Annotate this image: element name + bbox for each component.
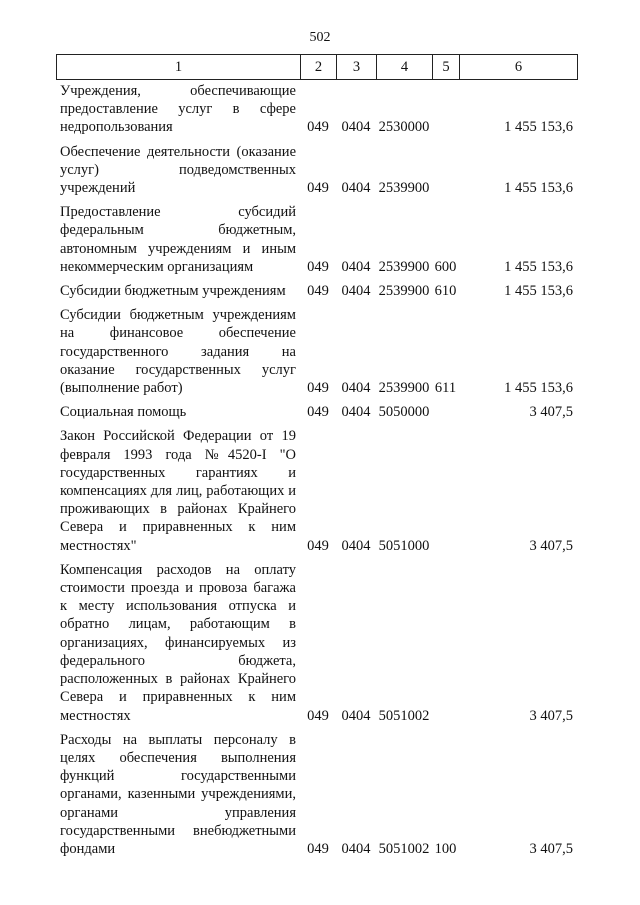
row-expense-type bbox=[432, 403, 459, 427]
row-expense-type bbox=[432, 143, 459, 204]
page-number: 502 bbox=[309, 30, 331, 45]
row-name: Компенсация расходов на оплату стоимости проезда и провоза багажа к месту использования отпуска и обратно лицам, работающим в организациях, финансируемых из федерального бюджета, расположенных в районах Крайнего Севера и приравненных к ним местностях bbox=[60, 561, 296, 724]
column-header-row bbox=[57, 55, 578, 80]
row-target-code: 5051002 bbox=[378, 840, 430, 857]
row-section-code: 0404 bbox=[341, 537, 371, 554]
row-amount: 1 455 153,6 bbox=[504, 283, 573, 300]
row-section-code: 0404 bbox=[341, 404, 371, 421]
row-ministry-code: 049 bbox=[307, 404, 329, 421]
row-section-code: 0404 bbox=[341, 258, 371, 275]
row-expense-type bbox=[432, 82, 459, 143]
row-expense-type: 611 bbox=[434, 380, 457, 397]
row-section-code: 0404 bbox=[341, 283, 371, 300]
row-target-code: 2539900 bbox=[378, 258, 430, 275]
row-name: Социальная помощь bbox=[60, 404, 187, 421]
row-expense-type: 600 bbox=[434, 258, 457, 275]
row-section-code: 0404 bbox=[341, 180, 371, 197]
row-amount: 3 407,5 bbox=[529, 840, 573, 857]
column-header-6: 6 bbox=[460, 55, 578, 80]
column-header-4: 4 bbox=[377, 55, 433, 80]
table-row bbox=[56, 561, 577, 731]
row-target-code: 5050000 bbox=[378, 404, 430, 421]
row-amount: 3 407,5 bbox=[529, 707, 573, 724]
row-section-code: 0404 bbox=[341, 119, 371, 136]
row-name: Субсидии бюджетным учреждениям на финансовое обеспечение государственного задания на оказание государственных услуг (выполнение работ) bbox=[60, 307, 296, 397]
row-ministry-code: 049 bbox=[307, 119, 329, 136]
row-target-code: 2539900 bbox=[378, 180, 430, 197]
row-target-code: 2539900 bbox=[378, 380, 430, 397]
row-name: Закон Российской Федерации от 19 февраля 1993 года №4520-I "О государственных гарантиях и компенсациях для лиц, работающих и проживающих в районах Крайнего Севера и приравненных к ним местностях" bbox=[60, 428, 296, 554]
row-section-code: 0404 bbox=[341, 840, 371, 857]
row-expense-type: 610 bbox=[434, 283, 457, 300]
row-name: Расходы на выплаты персоналу в целях обеспечения выполнения функций государственными органами, казенными учреждениями, органами управления государственными внебюджетными фондами bbox=[60, 731, 296, 857]
row-amount: 1 455 153,6 bbox=[504, 380, 573, 397]
table-row bbox=[56, 143, 577, 204]
row-ministry-code: 049 bbox=[307, 380, 329, 397]
row-name: Субсидии бюджетным учреждениям bbox=[60, 283, 286, 300]
row-amount: 1 455 153,6 bbox=[504, 119, 573, 136]
row-target-code: 5051000 bbox=[378, 537, 430, 554]
row-target-code: 2530000 bbox=[378, 119, 430, 136]
row-expense-type bbox=[432, 561, 459, 731]
table-row bbox=[56, 82, 577, 143]
table-row bbox=[56, 731, 577, 864]
row-expense-type bbox=[432, 427, 459, 560]
row-section-code: 0404 bbox=[341, 707, 371, 724]
row-amount: 1 455 153,6 bbox=[504, 258, 573, 275]
column-header-table bbox=[56, 54, 578, 80]
row-name: Предоставление субсидий федеральным бюджетным, автономным учреждениям и иным некоммерческим организациям bbox=[60, 204, 296, 275]
row-ministry-code: 049 bbox=[307, 707, 329, 724]
row-target-code: 5051002 bbox=[378, 707, 430, 724]
row-ministry-code: 049 bbox=[307, 180, 329, 197]
row-ministry-code: 049 bbox=[307, 258, 329, 275]
table-row bbox=[56, 427, 577, 560]
row-expense-type: 100 bbox=[434, 840, 457, 857]
table-row bbox=[56, 203, 577, 282]
row-target-code: 2539900 bbox=[378, 283, 430, 300]
row-ministry-code: 049 bbox=[307, 840, 329, 857]
row-ministry-code: 049 bbox=[307, 283, 329, 300]
table-row bbox=[56, 282, 577, 306]
row-amount: 1 455 153,6 bbox=[504, 180, 573, 197]
column-header-2: 2 bbox=[301, 55, 337, 80]
row-amount: 3 407,5 bbox=[529, 404, 573, 421]
row-ministry-code: 049 bbox=[307, 537, 329, 554]
table-row bbox=[56, 403, 577, 427]
column-header-1: 1 bbox=[57, 55, 301, 80]
table-row bbox=[56, 306, 577, 403]
column-header-5: 5 bbox=[433, 55, 460, 80]
budget-table bbox=[56, 82, 577, 864]
row-name: Обеспечение деятельности (оказание услуг) подведомственных учреждений bbox=[60, 143, 296, 197]
row-name: Учреждения, обеспечивающие предоставление услуг в сфере недропользования bbox=[60, 83, 296, 136]
column-header-3: 3 bbox=[337, 55, 377, 80]
row-amount: 3 407,5 bbox=[529, 537, 573, 554]
row-section-code: 0404 bbox=[341, 380, 371, 397]
